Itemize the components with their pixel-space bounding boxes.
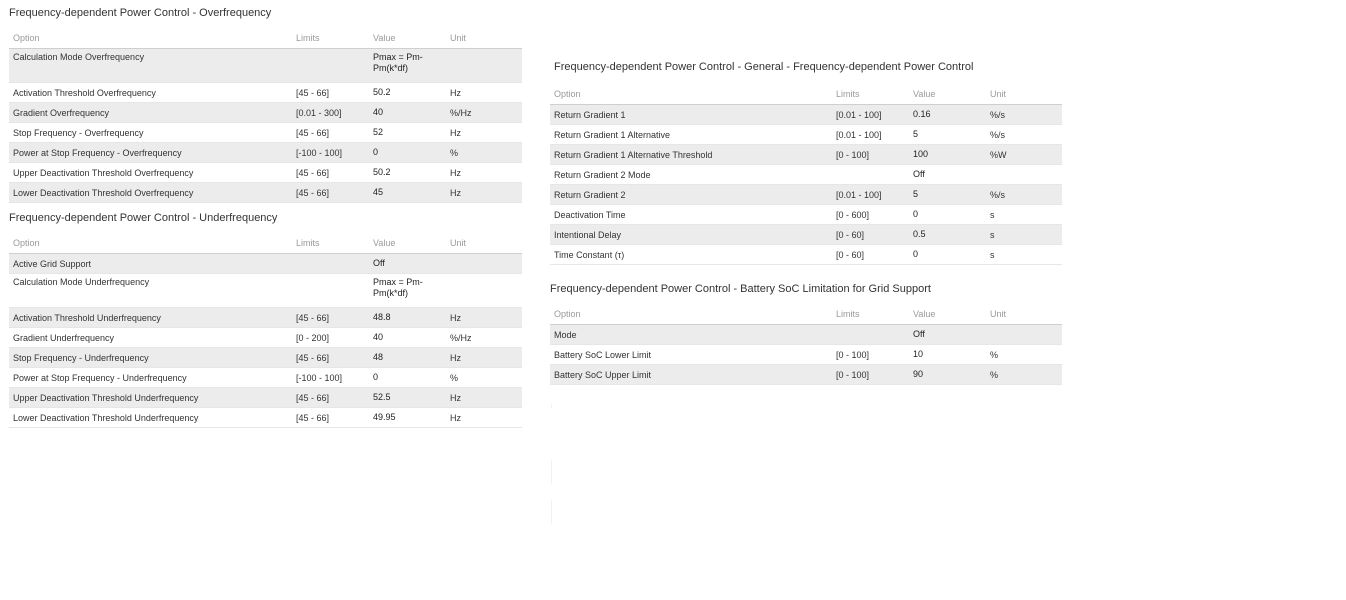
option-cell: Intentional Delay (550, 225, 832, 245)
header-unit: Unit (446, 28, 522, 49)
unit-cell (446, 254, 522, 274)
unit-cell: % (446, 368, 522, 388)
header-option: Option (550, 84, 832, 105)
value-cell: 40 (369, 103, 446, 123)
limits-cell: [45 - 66] (292, 83, 369, 103)
limits-cell: [0 - 60] (832, 245, 909, 265)
table-row (9, 368, 522, 388)
table-header-row (9, 28, 522, 49)
unit-cell: Hz (446, 308, 522, 328)
option-cell: Active Grid Support (9, 254, 292, 274)
limits-cell: [-100 - 100] (292, 143, 369, 163)
general-table (550, 84, 1062, 265)
table-row (9, 83, 522, 103)
option-cell: Return Gradient 2 (550, 185, 832, 205)
underfrequency-table (9, 233, 522, 428)
value-cell: Off (369, 254, 446, 274)
option-cell: Upper Deactivation Threshold Overfrequency (9, 163, 292, 183)
unit-cell: Hz (446, 348, 522, 368)
value-cell: 90 (909, 365, 986, 385)
value-cell: 0 (369, 368, 446, 388)
value-cell: 48 (369, 348, 446, 368)
option-cell: Stop Frequency - Underfrequency (9, 348, 292, 368)
table-row (9, 274, 522, 308)
limits-cell: [-100 - 100] (292, 368, 369, 388)
limits-cell: [0 - 100] (832, 365, 909, 385)
header-value: Value (909, 84, 986, 105)
unit-cell: Hz (446, 388, 522, 408)
limits-cell: [45 - 66] (292, 388, 369, 408)
table-row (9, 328, 522, 348)
value-cell: 100 (909, 145, 986, 165)
option-cell: Activation Threshold Overfrequency (9, 83, 292, 103)
value-cell: Pmax = Pm-Pm(k*df) (369, 49, 446, 83)
table-row (9, 49, 522, 83)
limits-cell (292, 49, 369, 83)
value-cell: Off (909, 325, 986, 345)
general-title: Frequency-dependent Power Control - General - Frequency-dependent Power Control (554, 61, 974, 73)
unit-cell: s (986, 225, 1062, 245)
option-cell: Gradient Overfrequency (9, 103, 292, 123)
limits-cell: [0.01 - 300] (292, 103, 369, 123)
limits-cell: [0.01 - 100] (832, 105, 909, 125)
option-cell: Lower Deactivation Threshold Overfrequency (9, 183, 292, 203)
limits-cell: [0 - 60] (832, 225, 909, 245)
limits-cell: [45 - 66] (292, 123, 369, 143)
option-cell: Return Gradient 1 Alternative (550, 125, 832, 145)
value-cell: 48.8 (369, 308, 446, 328)
underfrequency-panel (9, 211, 522, 428)
table-row (9, 408, 522, 428)
unit-cell: %/Hz (446, 328, 522, 348)
table-row (550, 325, 1062, 345)
table-header-row (550, 304, 1062, 325)
limits-cell: [0 - 200] (292, 328, 369, 348)
header-value: Value (369, 28, 446, 49)
limits-cell (292, 274, 369, 308)
table-row (9, 123, 522, 143)
limits-cell (832, 165, 909, 185)
header-value: Value (909, 304, 986, 325)
unit-cell: Hz (446, 408, 522, 428)
table-row (550, 205, 1062, 225)
battery-soc-panel (550, 282, 1062, 385)
faint-divider (551, 460, 552, 484)
option-cell: Return Gradient 1 (550, 105, 832, 125)
header-option: Option (550, 304, 832, 325)
table-row (550, 245, 1062, 265)
value-cell: 45 (369, 183, 446, 203)
option-cell: Return Gradient 2 Mode (550, 165, 832, 185)
option-cell: Time Constant (τ) (550, 245, 832, 265)
value-cell: 0 (909, 205, 986, 225)
limits-cell: [45 - 66] (292, 408, 369, 428)
value-cell: Pmax = Pm-Pm(k*df) (369, 274, 446, 308)
option-cell: Battery SoC Lower Limit (550, 345, 832, 365)
value-cell: 50.2 (369, 83, 446, 103)
limits-cell (292, 254, 369, 274)
overfrequency-panel (9, 6, 522, 203)
value-cell: 0 (909, 245, 986, 265)
option-cell: Calculation Mode Overfrequency (9, 49, 292, 83)
header-unit: Unit (986, 84, 1062, 105)
limits-cell: [0 - 100] (832, 345, 909, 365)
option-cell: Upper Deactivation Threshold Underfrequency (9, 388, 292, 408)
option-cell: Battery SoC Upper Limit (550, 365, 832, 385)
table-row (550, 365, 1062, 385)
header-unit: Unit (446, 233, 522, 254)
table-row (9, 103, 522, 123)
value-cell: 49.95 (369, 408, 446, 428)
value-cell: 0 (369, 143, 446, 163)
option-cell: Power at Stop Frequency - Overfrequency (9, 143, 292, 163)
underfrequency-title: Frequency-dependent Power Control - Underfrequency (9, 212, 278, 224)
option-cell: Calculation Mode Underfrequency (9, 274, 292, 308)
option-cell: Return Gradient 1 Alternative Threshold (550, 145, 832, 165)
value-cell: Off (909, 165, 986, 185)
limits-cell: [0 - 100] (832, 145, 909, 165)
table-row (9, 308, 522, 328)
unit-cell: % (986, 345, 1062, 365)
unit-cell: %/Hz (446, 103, 522, 123)
unit-cell: %/s (986, 105, 1062, 125)
header-unit: Unit (986, 304, 1062, 325)
table-row (550, 185, 1062, 205)
table-row (9, 254, 522, 274)
limits-cell: [45 - 66] (292, 183, 369, 203)
value-cell: 5 (909, 185, 986, 205)
table-row (9, 388, 522, 408)
unit-cell: %/s (986, 185, 1062, 205)
unit-cell: Hz (446, 163, 522, 183)
table-row (9, 348, 522, 368)
table-row (550, 165, 1062, 185)
value-cell: 0.16 (909, 105, 986, 125)
unit-cell: %/s (986, 125, 1062, 145)
unit-cell: Hz (446, 123, 522, 143)
unit-cell (986, 165, 1062, 185)
table-row (550, 225, 1062, 245)
battery-soc-table (550, 304, 1062, 385)
value-cell: 0.5 (909, 225, 986, 245)
table-row (9, 163, 522, 183)
value-cell: 5 (909, 125, 986, 145)
limits-cell: [0 - 600] (832, 205, 909, 225)
option-cell: Deactivation Time (550, 205, 832, 225)
option-cell: Activation Threshold Underfrequency (9, 308, 292, 328)
header-option: Option (9, 28, 292, 49)
limits-cell (832, 325, 909, 345)
table-row (550, 145, 1062, 165)
option-cell: Mode (550, 325, 832, 345)
table-row (550, 125, 1062, 145)
header-limits: Limits (292, 233, 369, 254)
option-cell: Power at Stop Frequency - Underfrequency (9, 368, 292, 388)
unit-cell (446, 49, 522, 83)
unit-cell (446, 274, 522, 308)
limits-cell: [45 - 66] (292, 163, 369, 183)
header-limits: Limits (292, 28, 369, 49)
unit-cell: Hz (446, 83, 522, 103)
limits-cell: [45 - 66] (292, 308, 369, 328)
option-cell: Stop Frequency - Overfrequency (9, 123, 292, 143)
value-cell: 52.5 (369, 388, 446, 408)
table-header-row (550, 84, 1062, 105)
value-cell: 40 (369, 328, 446, 348)
unit-cell: % (446, 143, 522, 163)
limits-cell: [45 - 66] (292, 348, 369, 368)
unit-cell: % (986, 365, 1062, 385)
option-cell: Gradient Underfrequency (9, 328, 292, 348)
header-value: Value (369, 233, 446, 254)
unit-cell: %W (986, 145, 1062, 165)
table-row (550, 345, 1062, 365)
overfrequency-table (9, 28, 522, 203)
limits-cell: [0.01 - 100] (832, 125, 909, 145)
option-cell: Lower Deactivation Threshold Underfrequency (9, 408, 292, 428)
table-header-row (9, 233, 522, 254)
faint-divider (551, 500, 552, 524)
header-limits: Limits (832, 84, 909, 105)
header-limits: Limits (832, 304, 909, 325)
header-option: Option (9, 233, 292, 254)
value-cell: 10 (909, 345, 986, 365)
unit-cell: Hz (446, 183, 522, 203)
faint-divider (551, 404, 552, 408)
value-cell: 52 (369, 123, 446, 143)
unit-cell: s (986, 245, 1062, 265)
value-cell: 50.2 (369, 163, 446, 183)
overfrequency-title: Frequency-dependent Power Control - Overfrequency (9, 7, 272, 19)
unit-cell (986, 325, 1062, 345)
table-row (9, 143, 522, 163)
table-row (9, 183, 522, 203)
table-row (550, 105, 1062, 125)
unit-cell: s (986, 205, 1062, 225)
general-panel (550, 60, 1062, 265)
battery-soc-title: Frequency-dependent Power Control - Battery SoC Limitation for Grid Support (550, 283, 931, 295)
limits-cell: [0.01 - 100] (832, 185, 909, 205)
